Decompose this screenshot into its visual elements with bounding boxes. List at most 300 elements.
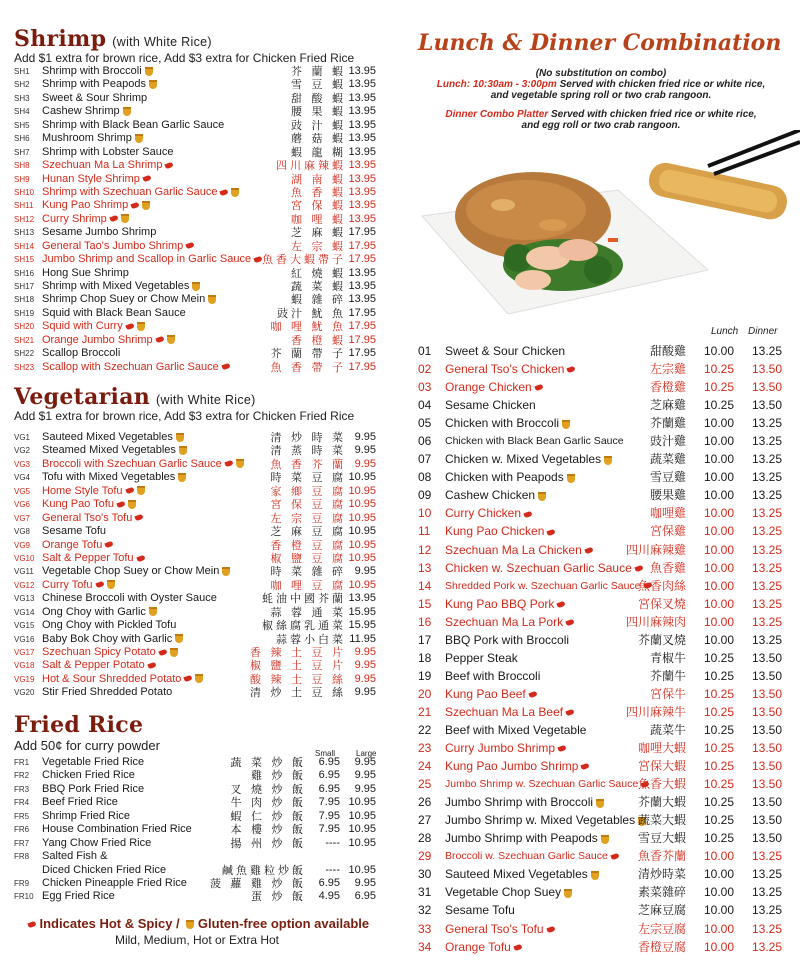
item-price: 13.95 — [348, 212, 376, 225]
item-name-text: Home Style Tofu — [42, 484, 123, 497]
item-name — [42, 78, 157, 91]
menu-item — [14, 850, 380, 863]
item-code: SH18 — [14, 295, 35, 305]
item-name-text: Chicken w. Mixed Vegetables — [445, 452, 602, 467]
menu-item — [14, 132, 380, 145]
item-price: 15.95 — [348, 619, 376, 632]
item-price-lunch: 10.00 — [703, 921, 734, 936]
item-code: VG9 — [14, 540, 31, 550]
gluten-free-icon — [591, 871, 599, 880]
item-chinese-name: 芝麻豆腐 — [637, 903, 686, 918]
item-price: 9.95 — [354, 686, 376, 699]
item-name-text: Kung Pao Shrimp — [42, 199, 129, 212]
item-price: 13.95 — [348, 145, 376, 158]
item-number: 02 — [418, 362, 432, 377]
item-chinese-name: 蔬菜雞 — [649, 452, 686, 467]
hot-pepper-icon — [557, 745, 566, 752]
item-code: FR6 — [14, 825, 30, 835]
item-price: 13.95 — [348, 592, 376, 605]
menu-item — [14, 525, 380, 538]
gluten-free-icon — [175, 634, 183, 643]
item-code: SH13 — [14, 228, 35, 238]
menu-item — [14, 565, 380, 578]
gluten-free-icon — [145, 67, 153, 76]
item-name-text: Szechuan Ma La Pork — [445, 614, 564, 629]
item-code: SH11 — [14, 201, 34, 211]
item-code: FR3 — [14, 784, 30, 794]
item-chinese-name: 本 樓 炒 飯 — [230, 823, 306, 837]
item-name-text: Szechuan Ma La Chicken — [445, 542, 582, 557]
item-name — [445, 883, 572, 901]
hot-pepper-icon — [125, 323, 134, 330]
combo-item — [418, 414, 784, 432]
item-name — [42, 173, 151, 186]
item-name — [42, 146, 173, 159]
item-name-text: Shrimp with Black Bean Garlic Sauce — [42, 118, 225, 131]
item-name: Shrimp Fried Rice — [42, 809, 131, 822]
dinner-col-header: Dinner — [748, 326, 778, 337]
item-price-lunch: 10.00 — [703, 885, 734, 900]
item-name-text: Cashew Shrimp — [42, 105, 120, 118]
combo-item — [418, 721, 784, 739]
item-chinese-name: 菠 蘿 雞 炒 飯 — [210, 876, 306, 890]
item-code: VG7 — [14, 513, 31, 523]
item-name-text: Curry Jumbo Shrimp — [445, 741, 556, 756]
item-price-dinner: 13.25 — [751, 452, 782, 467]
item-name — [445, 865, 599, 883]
item-number: 25 — [418, 777, 432, 792]
combo-item — [418, 847, 784, 865]
item-name — [42, 240, 194, 253]
item-price-large: 10.95 — [348, 863, 376, 876]
fried-rice-list — [14, 756, 380, 904]
item-name — [445, 613, 574, 631]
item-name — [445, 938, 522, 956]
item-chinese-name: 芥蘭叉燒 — [637, 632, 686, 647]
gluten-free-icon — [231, 188, 239, 197]
combo-item — [418, 739, 784, 757]
lunch-col-header: Lunch — [711, 326, 739, 337]
item-code: SH8 — [14, 161, 30, 171]
menu-item — [14, 253, 380, 266]
menu-item — [14, 633, 380, 646]
item-chinese-name: 魚 香 帶 子 — [270, 360, 346, 374]
combo-list — [418, 342, 784, 956]
item-price-dinner: 13.50 — [751, 777, 782, 792]
item-price: 13.95 — [348, 293, 376, 306]
item-price: 13.95 — [348, 280, 376, 292]
menu-item — [14, 837, 380, 850]
gluten-free-icon — [135, 134, 143, 143]
item-name-text: Szechuan Ma La Shrimp — [42, 159, 163, 172]
gluten-free-icon — [601, 835, 609, 844]
item-name — [42, 119, 224, 132]
hot-pepper-icon — [221, 363, 230, 370]
item-price: 10.95 — [348, 551, 376, 564]
item-chinese-name: 蘑 菇 蝦 — [291, 132, 346, 146]
gluten-free-icon — [176, 433, 184, 442]
gluten-free-icon — [236, 459, 244, 468]
item-name — [445, 595, 565, 613]
item-code: SH9 — [14, 174, 30, 184]
item-price-lunch: 10.00 — [703, 434, 734, 449]
menu-item — [14, 864, 380, 877]
hot-pepper-icon — [116, 501, 125, 508]
item-code: SH4 — [14, 107, 30, 117]
item-name — [42, 159, 173, 172]
item-name-text: Szechuan Ma La Beef — [445, 704, 564, 719]
item-name-text: Curry Chicken — [445, 506, 522, 521]
menu-item — [14, 159, 380, 172]
item-chinese-name: 雪 豆 蝦 — [291, 78, 346, 92]
item-price-large: 9.95 — [354, 769, 376, 782]
item-name — [445, 360, 575, 378]
hot-pepper-icon — [220, 188, 229, 195]
item-number: 10 — [418, 506, 432, 521]
item-name-text: Chicken with Broccoli — [445, 416, 560, 431]
item-name — [42, 525, 106, 538]
item-code: SH5 — [14, 120, 30, 130]
item-name — [445, 721, 586, 739]
item-name-text: Sesame Chicken — [445, 398, 536, 413]
hot-pepper-icon — [155, 336, 164, 343]
item-price: 17.95 — [348, 253, 376, 266]
item-number: 15 — [418, 596, 432, 611]
item-price-small: 6.95 — [318, 756, 340, 768]
item-price-dinner: 13.50 — [751, 813, 782, 828]
item-price-lunch: 10.25 — [703, 704, 734, 719]
item-name — [445, 757, 589, 775]
item-name-text: General Tso's Tofu — [42, 511, 133, 524]
item-chinese-name: 魚香大蝦帶子 — [262, 253, 346, 267]
item-name — [42, 320, 145, 333]
item-name — [42, 565, 230, 578]
item-code: VG12 — [14, 580, 35, 590]
combo-item — [418, 938, 784, 956]
lunch-hours: Lunch: 10:30am - 3:00pm — [436, 79, 557, 90]
item-name-text: Hot & Sour Shredded Potato — [42, 672, 182, 685]
item-price-dinner: 13.50 — [751, 668, 782, 683]
item-name — [42, 539, 113, 552]
item-chinese-name: 紅 燒 蝦 — [291, 266, 346, 280]
item-price-dinner: 13.25 — [751, 903, 782, 918]
item-code: VG13 — [14, 594, 35, 604]
menu-item — [14, 320, 380, 333]
item-number: 04 — [418, 398, 432, 413]
item-name-text: Ong Choy with Garlic — [42, 605, 146, 618]
item-code: FR4 — [14, 798, 30, 808]
hot-pepper-icon — [109, 215, 118, 222]
item-price-large: 9.95 — [354, 876, 376, 889]
item-name — [42, 458, 244, 471]
gluten-free-icon — [107, 580, 115, 589]
item-code: SH15 — [14, 255, 35, 265]
item-code: SH3 — [14, 93, 30, 103]
hot-pepper-icon — [27, 921, 36, 928]
item-code: SH16 — [14, 268, 35, 278]
item-code: SH1 — [14, 67, 30, 76]
item-price-lunch: 10.00 — [703, 416, 734, 431]
item-name-text: Salt & Pepper Potato — [42, 659, 145, 672]
item-price: 10.95 — [348, 578, 376, 591]
item-code: VG18 — [14, 661, 35, 671]
gluten-free-icon — [562, 420, 570, 429]
item-price-dinner: 13.25 — [751, 524, 782, 539]
item-name — [445, 486, 546, 504]
item-chinese-name: 宮 保 豆 腐 — [270, 498, 346, 512]
menu-item — [14, 877, 380, 890]
vegetarian-section-title — [14, 384, 256, 410]
item-price: 13.95 — [348, 159, 376, 172]
item-code: VG16 — [14, 634, 35, 644]
item-price-dinner: 13.25 — [751, 488, 782, 503]
combo-no-sub: (No substitution on combo) — [535, 68, 667, 79]
item-name-text: Jumbo Shrimp w. Mixed Vegetables — [445, 813, 636, 828]
gluten-free-icon — [178, 473, 186, 482]
item-price-lunch: 10.00 — [703, 632, 734, 647]
item-price-large: 10.95 — [348, 823, 376, 836]
item-name-text: Vegetable Chop Suey or Chow Mein — [42, 565, 220, 578]
item-name — [42, 431, 184, 444]
item-code: SH6 — [14, 134, 30, 144]
item-name — [445, 432, 624, 450]
item-chinese-name: 咖哩大蝦 — [637, 741, 686, 756]
menu-item — [14, 431, 380, 444]
item-price-small: 6.95 — [318, 769, 340, 782]
item-name — [42, 213, 129, 226]
item-chinese-name: 魚香芥蘭 — [637, 849, 686, 864]
gluten-free-icon — [567, 474, 575, 483]
item-chinese-name: 清炒時菜 — [637, 867, 686, 882]
item-name — [42, 105, 131, 118]
item-name-text: General Tso's Tofu — [445, 921, 544, 936]
item-name-text: Orange Tofu — [42, 538, 103, 551]
item-name — [42, 646, 178, 659]
hot-pepper-icon — [184, 675, 193, 682]
item-name-text: Sesame Tofu — [42, 525, 107, 538]
item-price: 9.95 — [354, 659, 376, 672]
item-chinese-name: 左宗豆腐 — [637, 921, 686, 936]
hot-pepper-icon — [546, 926, 555, 933]
item-name-text: Tofu with Mixed Vegetables — [42, 471, 176, 484]
item-number: 06 — [418, 434, 432, 449]
menu-item — [14, 783, 380, 796]
item-name-text: Curry Shrimp — [42, 212, 107, 225]
item-code: VG11 — [14, 567, 34, 577]
combo-item — [418, 775, 784, 793]
item-name-text: Squid with Curry — [42, 320, 123, 333]
item-chinese-name: 芥蘭牛 — [649, 668, 686, 683]
item-name-text: Pepper Steak — [445, 650, 518, 665]
item-name — [445, 703, 574, 721]
item-name: Chicken Fried Rice — [42, 769, 135, 782]
item-name-text: Ong Choy with Pickled Tofu — [42, 619, 177, 632]
item-name-text: Shrimp with Lobster Sauce — [42, 145, 174, 158]
item-name — [445, 522, 555, 540]
combo-item — [418, 649, 784, 667]
item-name — [42, 199, 150, 212]
item-chinese-name: 蔬菜牛 — [649, 722, 686, 737]
item-name-text: Sauteed Mixed Vegetables — [445, 867, 588, 882]
shrimp-title: Shrimp — [14, 26, 107, 52]
item-chinese-name: 香 辣 土 豆 片 — [250, 646, 346, 659]
item-number: 03 — [418, 380, 432, 395]
item-price-dinner: 13.50 — [751, 759, 782, 774]
item-price-small: ---- — [325, 836, 340, 849]
item-price-dinner: 13.25 — [751, 416, 782, 431]
item-name — [445, 414, 570, 432]
menu-item — [14, 199, 380, 212]
fried-rice-title: Fried Rice — [14, 712, 144, 738]
item-code: VG20 — [14, 688, 35, 698]
item-price-dinner: 13.25 — [751, 506, 782, 521]
item-name-text: Curry Tofu — [42, 578, 93, 591]
item-price-small: 7.95 — [318, 796, 340, 809]
item-code: VG19 — [14, 674, 35, 684]
legend-spice-levels: Mild, Medium, Hot or Extra Hot — [114, 933, 280, 947]
menu-item — [14, 267, 380, 280]
gluten-free-icon — [121, 214, 129, 223]
item-name — [42, 293, 216, 306]
item-price-lunch: 10.00 — [703, 867, 734, 882]
item-chinese-name: 左宗雞 — [649, 362, 686, 377]
item-number: 26 — [418, 795, 432, 810]
combo-item — [418, 342, 784, 360]
item-number: 16 — [418, 614, 432, 629]
item-name-text: Shrimp with Szechuan Garlic Sauce — [42, 185, 218, 198]
item-name-text: Baby Bok Choy with Garlic — [42, 632, 173, 645]
item-chinese-name: 蔬 菜 炒 飯 — [230, 756, 306, 769]
item-price: 17.95 — [348, 320, 376, 333]
item-price: 9.95 — [354, 444, 376, 457]
hot-pepper-icon — [584, 547, 593, 554]
item-chinese-name: 椒 鹽 土 豆 片 — [250, 659, 346, 673]
item-name — [445, 739, 566, 757]
item-code: SH12 — [14, 214, 35, 224]
item-chinese-name: 揚 州 炒 飯 — [230, 836, 306, 850]
item-name-text: Shrimp with Peapods — [42, 78, 146, 91]
item-price-dinner: 13.25 — [751, 434, 782, 449]
item-chinese-name: 豉汁雞 — [649, 434, 686, 449]
combo-item — [418, 901, 784, 919]
item-code: FR5 — [14, 811, 30, 821]
item-price: 17.95 — [348, 347, 376, 360]
item-code: VG10 — [14, 553, 35, 563]
item-name-text: Chicken with Black Bean Garlic Sauce — [445, 435, 624, 448]
item-chinese-name: 芝 麻 蝦 — [291, 226, 346, 240]
item-price-dinner: 13.50 — [751, 704, 782, 719]
item-chinese-name: 時 菜 豆 腐 — [270, 471, 346, 485]
menu-item — [14, 673, 380, 686]
combo-item — [418, 396, 784, 414]
hot-pepper-icon — [165, 161, 174, 168]
vegetarian-list — [14, 431, 380, 700]
item-price: 17.95 — [348, 239, 376, 252]
combo-item — [418, 793, 784, 811]
item-chinese-name: 雪豆大蝦 — [637, 831, 686, 846]
hot-pepper-icon — [547, 529, 556, 536]
item-code: FR7 — [14, 838, 30, 848]
menu-item — [14, 65, 380, 78]
item-price-dinner: 13.25 — [751, 939, 782, 954]
item-name — [42, 673, 203, 686]
item-price: 13.95 — [348, 118, 376, 131]
item-chinese-name: 香 橙 豆 腐 — [270, 538, 346, 552]
menu-item — [14, 119, 380, 132]
item-code: VG5 — [14, 486, 31, 496]
combo-item — [418, 541, 784, 559]
item-chinese-name: 芥蘭大蝦 — [637, 795, 686, 810]
item-price-lunch: 10.25 — [703, 362, 734, 377]
large-label: Large — [356, 749, 377, 758]
gluten-free-icon — [208, 295, 216, 304]
menu-item — [14, 186, 380, 199]
item-code: FR10 — [14, 892, 34, 902]
item-price: 10.95 — [348, 471, 376, 484]
item-name-text: Jumbo Shrimp with Broccoli — [445, 795, 594, 810]
item-name — [445, 468, 575, 486]
item-price-lunch: 10.25 — [703, 759, 734, 774]
hot-pepper-icon — [610, 853, 619, 860]
item-number: 27 — [418, 813, 432, 828]
item-price: 9.95 — [354, 646, 376, 658]
item-number: 24 — [418, 759, 432, 774]
item-price-dinner: 13.50 — [751, 362, 782, 377]
item-name — [42, 444, 187, 457]
menu-item — [14, 361, 380, 374]
shrimp-note: Add $1 extra for brown rice, Add $3 extra for Chicken Fried Rice — [14, 51, 355, 65]
item-name — [42, 132, 143, 145]
item-price-lunch: 10.25 — [703, 813, 734, 828]
combo-item — [418, 685, 784, 703]
shrimp-subtitle: (with White Rice) — [112, 35, 212, 49]
menu-item — [14, 579, 380, 592]
item-chinese-name: 宮保雞 — [649, 524, 686, 539]
item-name — [42, 659, 156, 672]
gluten-free-icon — [123, 107, 131, 116]
menu-item — [14, 280, 380, 293]
combo-item — [418, 577, 784, 595]
item-chinese-name: 家 鄉 豆 腐 — [270, 484, 346, 498]
hot-pepper-icon — [95, 581, 104, 588]
item-chinese-name: 魚香雞 — [649, 560, 686, 575]
item-number: 30 — [418, 867, 432, 882]
combo-item — [418, 522, 784, 540]
menu-item — [14, 293, 380, 306]
item-name — [42, 347, 120, 360]
item-code: VG4 — [14, 473, 31, 483]
item-name-text: Chinese Broccoli with Oyster Sauce — [42, 592, 217, 605]
combo-item — [418, 432, 784, 450]
item-name — [42, 579, 115, 592]
item-chinese-name: 蔬 菜 蝦 — [291, 280, 346, 293]
item-name-text: Jumbo Shrimp and Scallop in Garlic Sauce — [42, 253, 252, 266]
item-price-dinner: 13.25 — [751, 921, 782, 936]
item-name — [42, 92, 147, 105]
item-number: 01 — [418, 344, 432, 358]
combo-item — [418, 667, 784, 685]
item-number: 22 — [418, 722, 432, 737]
item-chinese-name: 香橙豆腐 — [637, 939, 686, 954]
item-price-lunch: 10.00 — [703, 614, 734, 629]
item-chinese-name: 宮保大蝦 — [637, 759, 686, 774]
item-name-text: Jumbo Shrimp w. Szechuan Garlic Sauce — [445, 778, 639, 791]
gluten-free-icon — [564, 889, 572, 898]
item-chinese-name: 芥蘭雞 — [649, 416, 686, 431]
menu-item — [14, 307, 380, 320]
item-price-lunch: 10.25 — [703, 398, 734, 413]
item-name-text: BBQ Pork with Broccoli — [445, 632, 570, 647]
